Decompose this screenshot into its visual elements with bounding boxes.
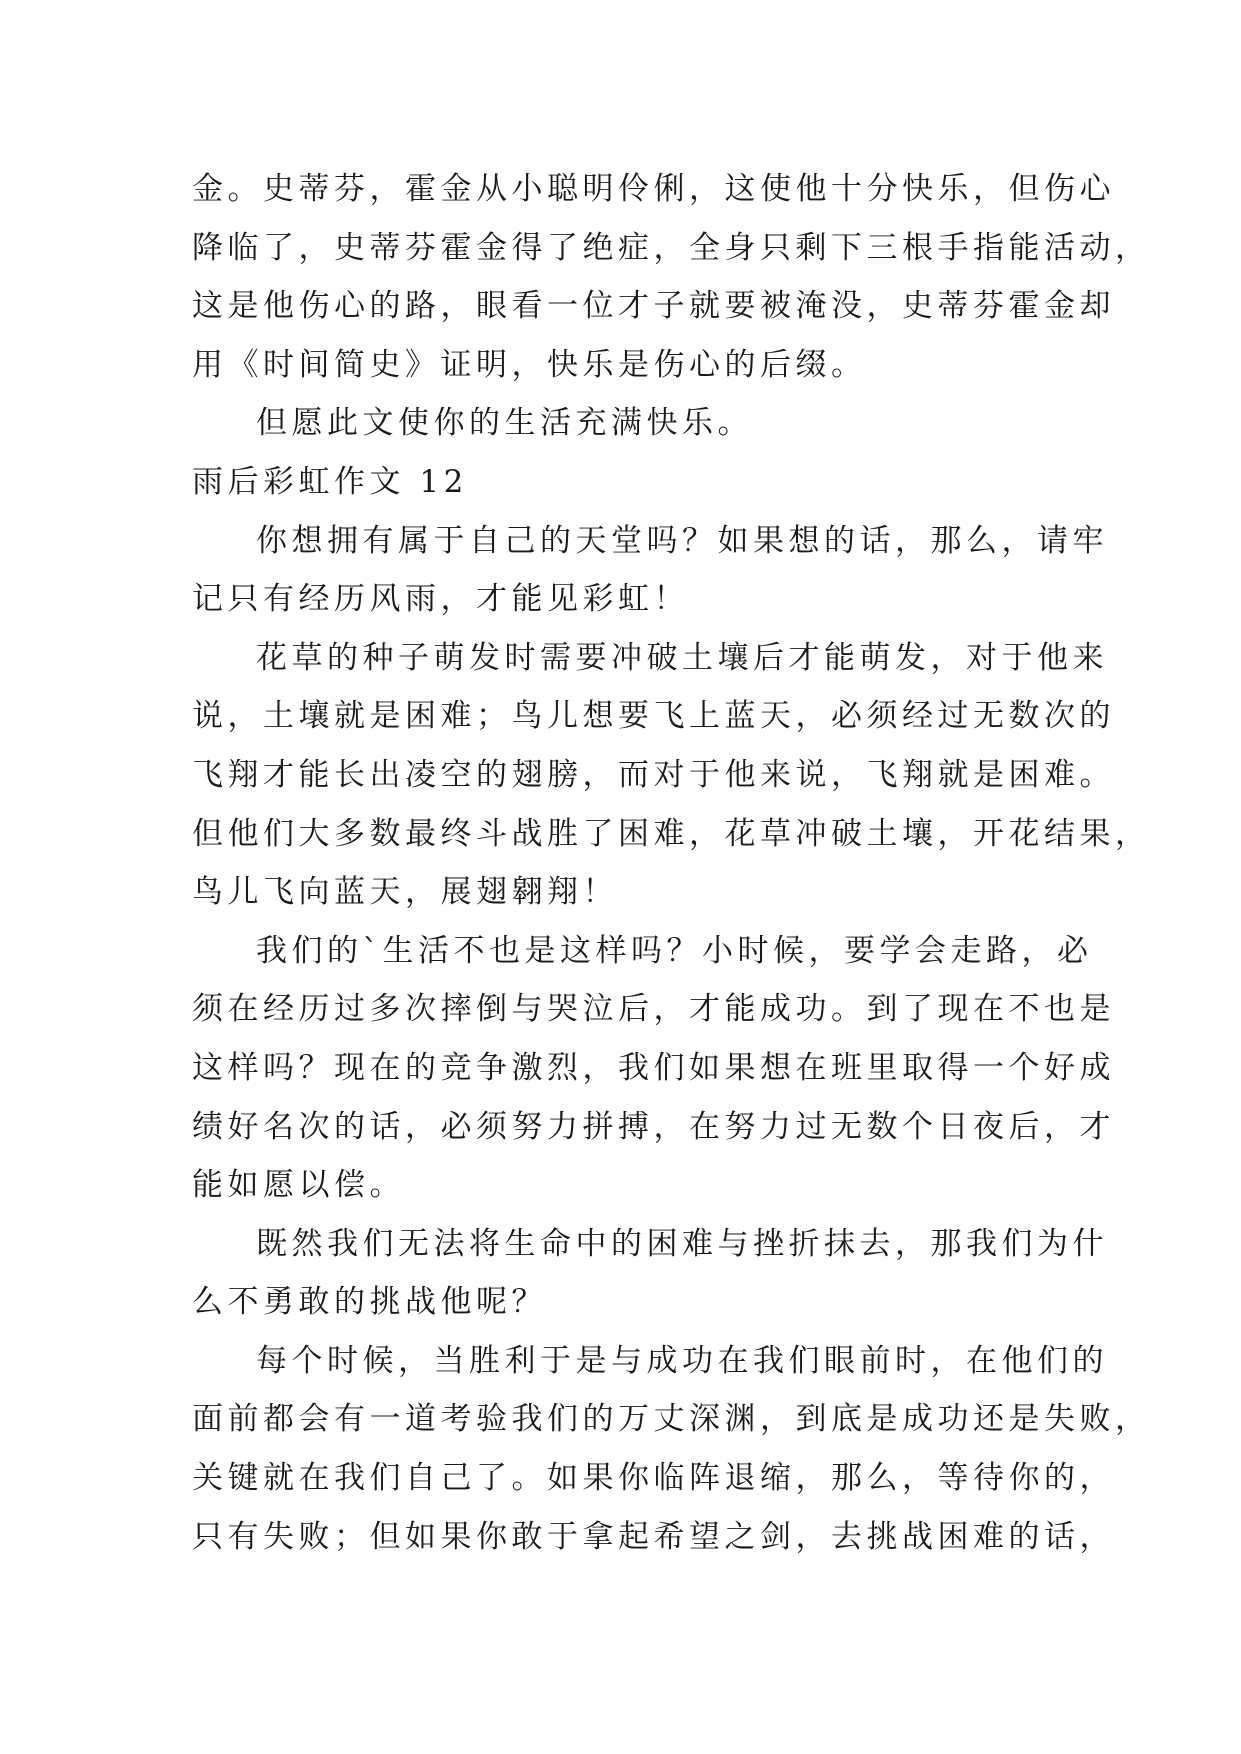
paragraph-line: 绩好名次的话，必须努力拼搏，在努力过无数个日夜后，才 bbox=[192, 1108, 1115, 1145]
paragraph-line: 每个时候，当胜利于是与成功在我们眼前时，在他们的 bbox=[256, 1342, 1108, 1379]
paragraph-line: 你想拥有属于自己的天堂吗？如果想的话，那么，请牢 bbox=[256, 522, 1108, 559]
paragraph-line: 飞翔才能长出凌空的翅膀，而对于他来说，飞翔就是困难。 bbox=[192, 756, 1115, 793]
paragraph-line: 关键就在我们自己了。如果你临阵退缩，那么，等待你的， bbox=[192, 1460, 1115, 1497]
paragraph-line: 这是他伤心的路，眼看一位才子就要被淹没，史蒂芬霍金却 bbox=[192, 288, 1115, 325]
paragraph-line: 这样吗？现在的竞争激烈，我们如果想在班里取得一个好成 bbox=[192, 1049, 1115, 1086]
paragraph-line: 但他们大多数最终斗战胜了困难，花草冲破土壤，开花结果， bbox=[192, 815, 1151, 852]
paragraph-line: 金。史蒂芬，霍金从小聪明伶俐，这使他十分快乐，但伤心 bbox=[192, 171, 1115, 207]
section-heading: 雨后彩虹作文 12 bbox=[192, 463, 468, 500]
paragraph-line: 我们的`生活不也是这样吗？小时候，要学会走路，必 bbox=[256, 932, 1093, 969]
paragraph-line: 须在经历过多次摔倒与哭泣后，才能成功。到了现在不也是 bbox=[192, 991, 1115, 1028]
paragraph-line: 说，土壤就是困难；鸟儿想要飞上蓝天，必须经过无数次的 bbox=[192, 698, 1115, 735]
paragraph-line: 花草的种子萌发时需要冲破土壤后才能萌发，对于他来 bbox=[256, 639, 1108, 676]
document-body bbox=[192, 160, 1151, 1566]
paragraph-line: 鸟儿飞向蓝天，展翅翱翔！ bbox=[192, 874, 618, 911]
paragraph-line: 能如愿以偿。 bbox=[192, 1167, 405, 1204]
paragraph-line: 既然我们无法将生命中的困难与挫折抹去，那我们为什 bbox=[256, 1225, 1108, 1262]
paragraph-line: 降临了，史蒂芬霍金得了绝症，全身只剩下三根手指能活动， bbox=[192, 229, 1151, 266]
paragraph-line: 记只有经历风雨，才能见彩虹！ bbox=[192, 581, 689, 618]
paragraph-line: 么不勇敢的挑战他呢？ bbox=[192, 1284, 547, 1321]
paragraph-line: 面前都会有一道考验我们的万丈深渊，到底是成功还是失败， bbox=[192, 1401, 1151, 1438]
paragraph-line: 用《时间简史》证明，快乐是伤心的后缀。 bbox=[192, 346, 867, 383]
paragraph-line: 但愿此文使你的生活充满快乐。 bbox=[256, 405, 753, 442]
paragraph-line: 只有失败；但如果你敢于拿起希望之剑，去挑战困难的话， bbox=[192, 1518, 1115, 1555]
